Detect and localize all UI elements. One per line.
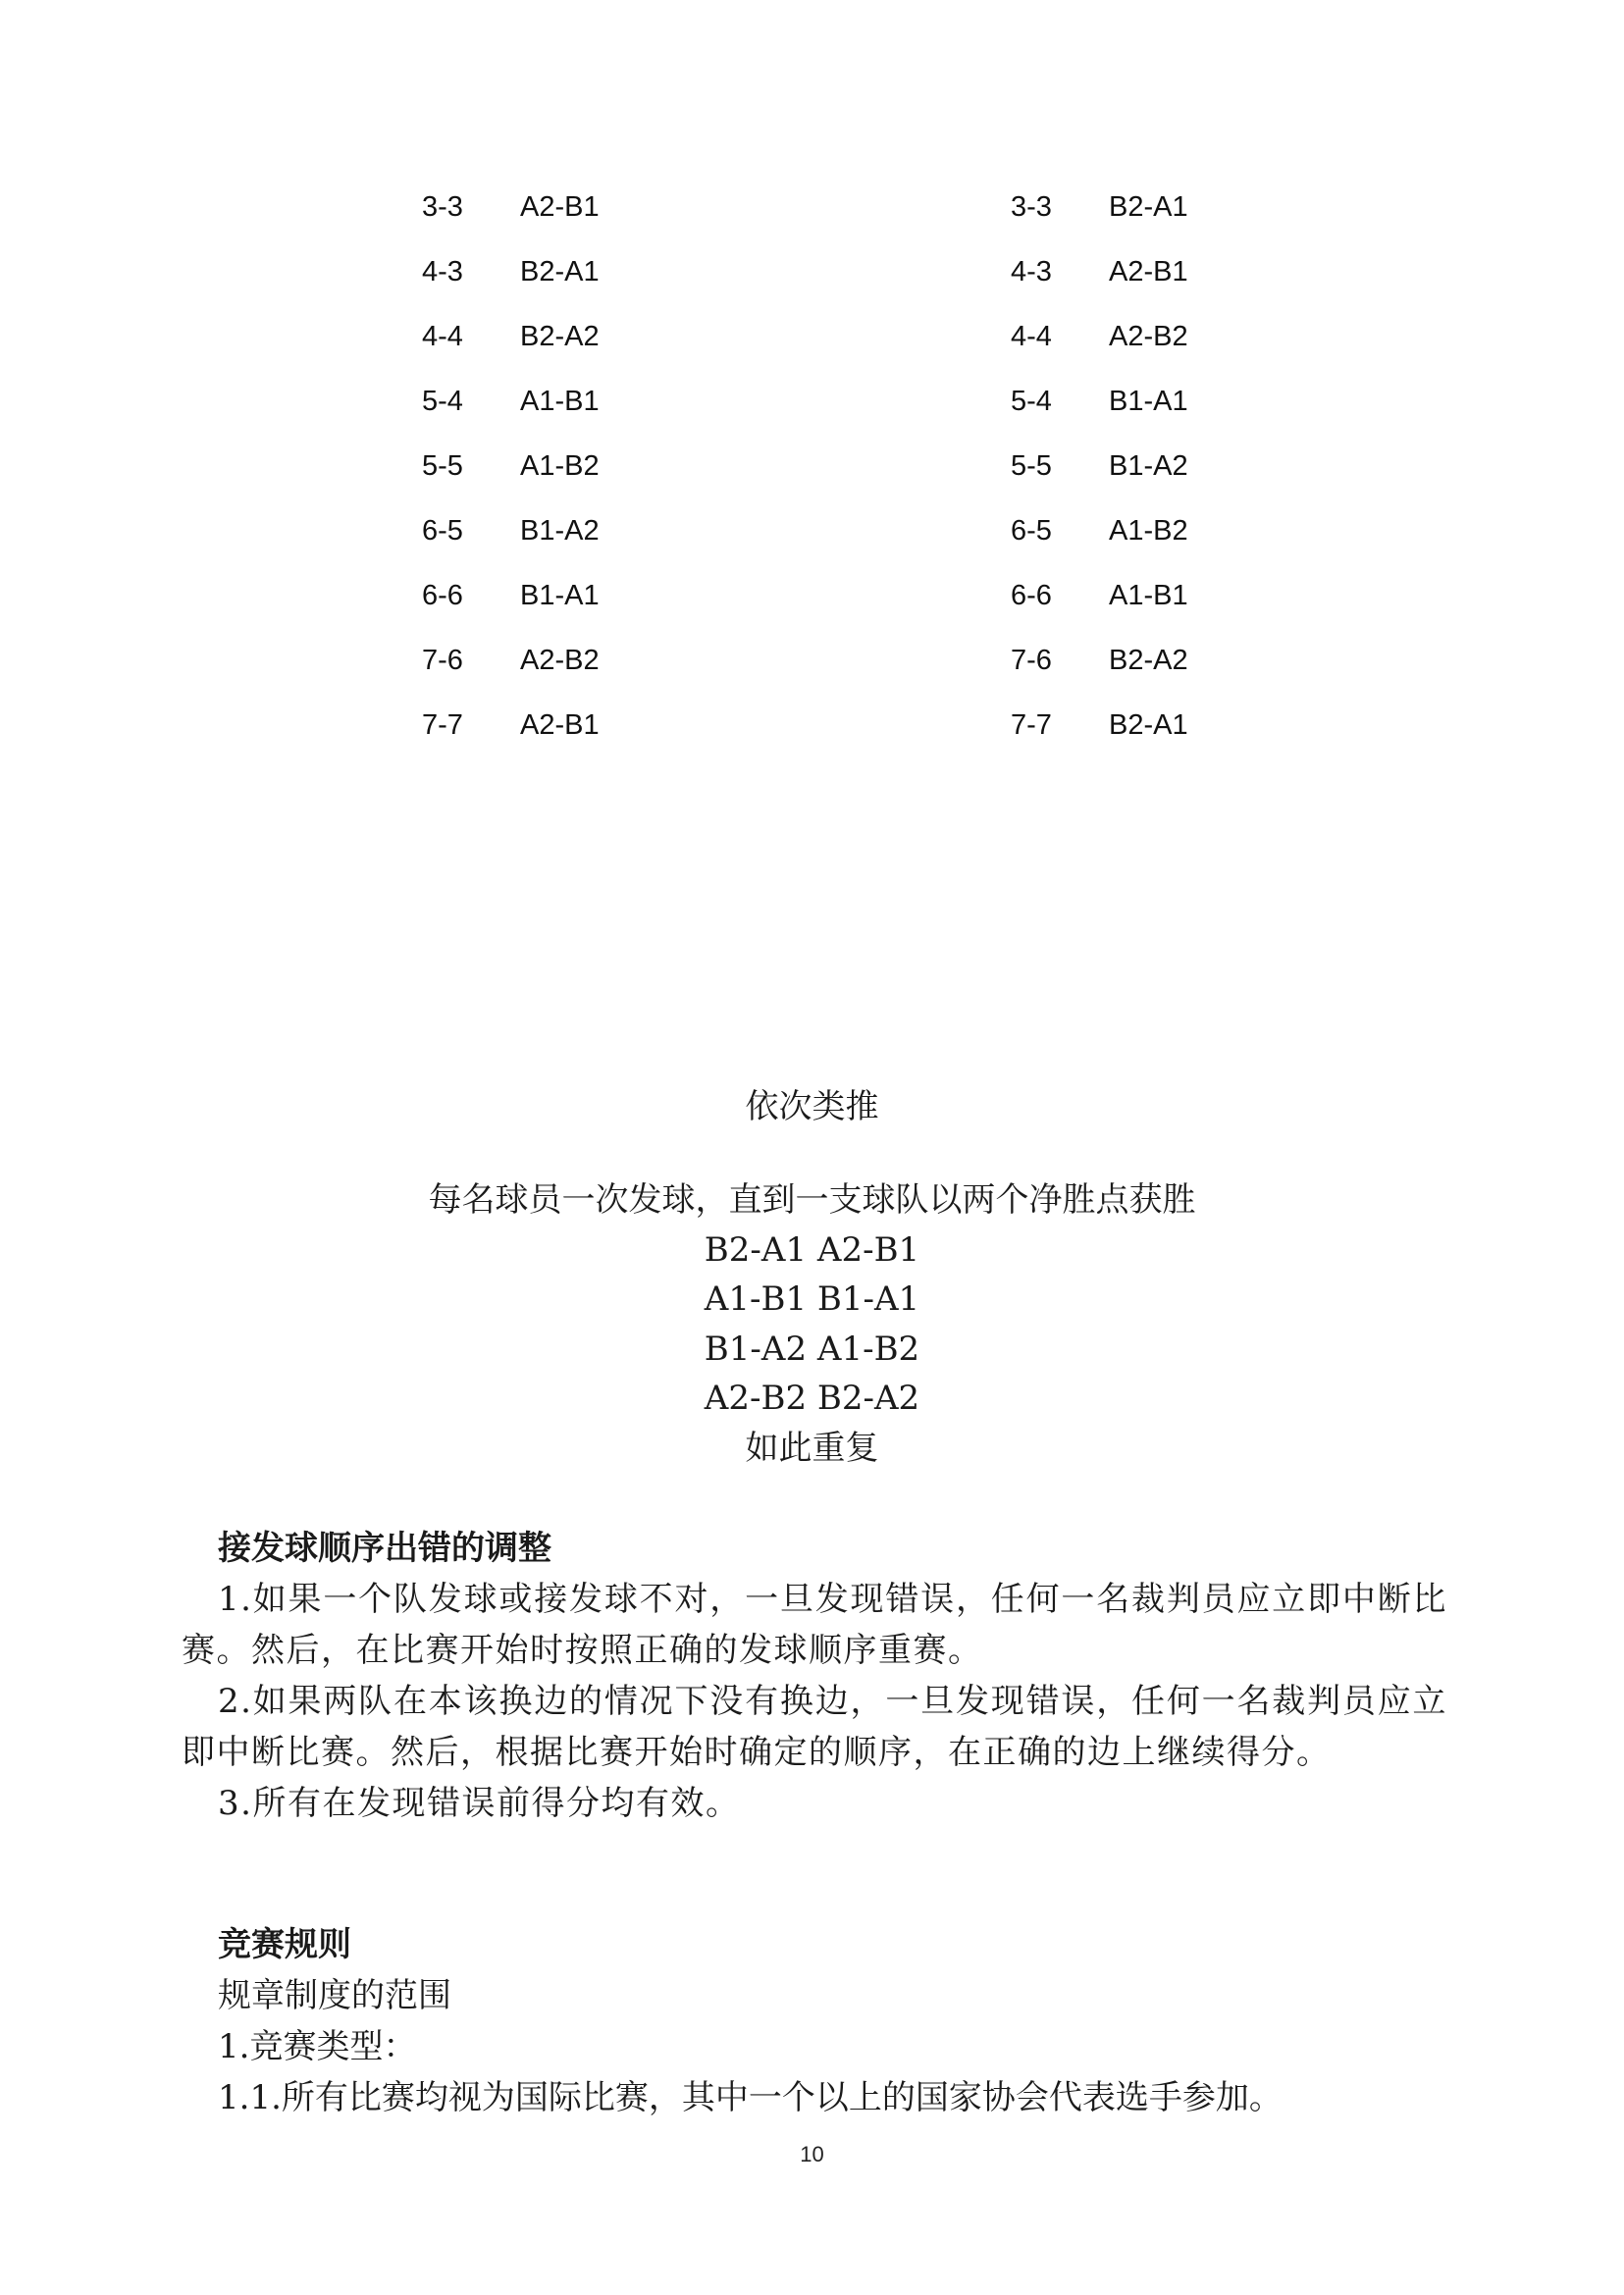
- score-cell: 6-6: [422, 580, 463, 611]
- score-cell: 7-6: [422, 645, 463, 676]
- serve-order-row: [1011, 580, 1423, 645]
- score-cell: 3-3: [1011, 191, 1052, 223]
- rotation-block: [0, 1175, 1624, 1473]
- pair-cell: B2-A2: [520, 321, 600, 352]
- list-item: 1.竞赛类型：: [218, 2027, 417, 2066]
- paragraph: 2.如果两队在本该换边的情况下没有换边，一旦发现错误，任何一名裁判员应立即中断比赛。然后，根据比赛开始时确定的顺序，在正确的边上继续得分。: [182, 1682, 1447, 1772]
- score-cell: 4-4: [1011, 321, 1052, 352]
- section-error-correction: [182, 1523, 1447, 1829]
- pair-cell: B2-A1: [1109, 191, 1188, 223]
- score-cell: 6-6: [1011, 580, 1052, 611]
- pair-cell: A1-B1: [1109, 580, 1188, 611]
- serve-order-row: [1011, 709, 1423, 774]
- score-cell: 5-5: [422, 450, 463, 482]
- score-cell: 5-4: [422, 386, 463, 417]
- pair-cell: B1-A2: [1109, 450, 1188, 482]
- pair-cell: A2-B2: [1109, 321, 1188, 352]
- serve-order-row: [1011, 515, 1423, 580]
- score-cell: 7-7: [1011, 709, 1052, 741]
- paragraph: 1.如果一个队发球或接发球不对，一旦发现错误，任何一名裁判员应立即中断比赛。然后，在比赛开始时按照正确的发球顺序重赛。: [182, 1580, 1447, 1670]
- pair-cell: B2-A1: [1109, 709, 1188, 741]
- serve-order-table-right: [1011, 191, 1423, 774]
- page-number: 10: [800, 2142, 824, 2166]
- pair-cell: A2-B1: [520, 709, 600, 741]
- score-cell: 7-7: [422, 709, 463, 741]
- pair-cell: B2-A1: [520, 256, 600, 287]
- rotation-line: A1-B1 B1-A1: [704, 1279, 920, 1319]
- serve-order-row: [422, 450, 834, 515]
- section-competition-rules: [182, 1919, 1447, 2123]
- serve-order-row: [422, 709, 834, 774]
- section-heading: 竞赛规则: [218, 1925, 351, 1964]
- pair-cell: A2-B1: [1109, 256, 1188, 287]
- pair-cell: A1-B2: [1109, 515, 1188, 547]
- score-cell: 7-6: [1011, 645, 1052, 676]
- pair-cell: B2-A2: [1109, 645, 1188, 676]
- section-heading: 接发球顺序出错的调整: [218, 1529, 551, 1568]
- serve-order-row: [1011, 256, 1423, 321]
- serve-order-row: [1011, 191, 1423, 256]
- score-cell: 4-3: [422, 256, 463, 287]
- list-item: 1.1.所有比赛均视为国际比赛，其中一个以上的国家协会代表选手参加。: [218, 2078, 1283, 2117]
- serve-order-row: [422, 256, 834, 321]
- pair-cell: A1-B2: [520, 450, 600, 482]
- score-cell: 5-5: [1011, 450, 1052, 482]
- score-cell: 3-3: [422, 191, 463, 223]
- serve-order-row: [422, 321, 834, 386]
- pair-cell: B1-A1: [1109, 386, 1188, 417]
- serve-order-row: [1011, 450, 1423, 515]
- serve-order-row: [422, 515, 834, 580]
- so-on-text: 依次类推: [745, 1087, 879, 1126]
- serve-order-table-left: [422, 191, 834, 774]
- rotation-line: B2-A1 A2-B1: [704, 1229, 920, 1270]
- rotation-intro: 每名球员一次发球，直到一支球队以两个净胜点获胜: [428, 1180, 1196, 1220]
- serve-order-row: [1011, 645, 1423, 709]
- rotation-line: B1-A2 A1-B2: [704, 1329, 920, 1369]
- pair-cell: B1-A2: [520, 515, 600, 547]
- serve-order-row: [1011, 321, 1423, 386]
- pair-cell: A2-B1: [520, 191, 600, 223]
- score-cell: 5-4: [1011, 386, 1052, 417]
- paragraph: 3.所有在发现错误前得分均有效。: [218, 1784, 741, 1823]
- score-cell: 6-5: [422, 515, 463, 547]
- serve-order-row: [422, 580, 834, 645]
- section-subheading: 规章制度的范围: [218, 1976, 451, 2015]
- serve-order-row: [422, 386, 834, 450]
- pair-cell: A1-B1: [520, 386, 600, 417]
- score-cell: 4-4: [422, 321, 463, 352]
- rotation-line: A2-B2 B2-A2: [704, 1379, 920, 1418]
- pair-cell: B1-A1: [520, 580, 600, 611]
- score-cell: 4-3: [1011, 256, 1052, 287]
- score-cell: 6-5: [1011, 515, 1052, 547]
- serve-order-row: [1011, 386, 1423, 450]
- rotation-repeat: 如此重复: [745, 1428, 879, 1468]
- pair-cell: A2-B2: [520, 645, 600, 676]
- serve-order-row: [422, 645, 834, 709]
- serve-order-row: [422, 191, 834, 256]
